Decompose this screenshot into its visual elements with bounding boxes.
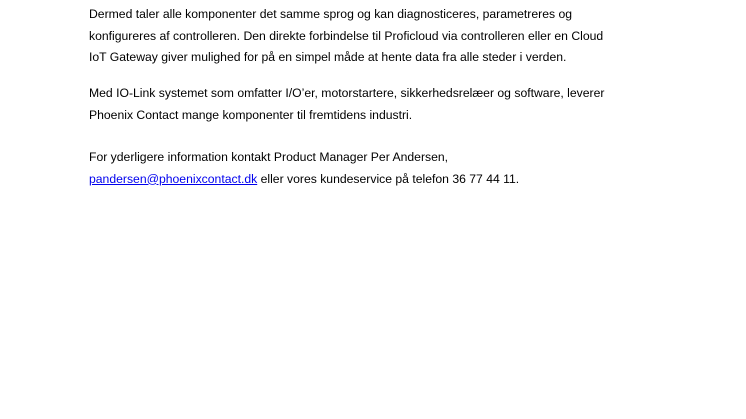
text-line: konfigureres af controlleren. Den direkte forbindelse til Proficloud via controlleren eller en Cloud — [89, 28, 604, 43]
document-body — [89, 4, 649, 190]
text-line: Phoenix Contact mange komponenter til fremtidens industri. — [89, 107, 413, 122]
paragraph-contact — [89, 147, 649, 190]
text-line: Dermed taler alle komponenter det samme sprog og kan diagnosticeres, parametreres og — [89, 7, 573, 21]
paragraph-integration — [89, 4, 649, 69]
paragraph-spacer — [89, 69, 649, 84]
contact-line — [89, 169, 649, 191]
email-link[interactable]: pandersen@phoenixcontact.dk — [89, 171, 258, 186]
contact-line-rest: eller vores kundeservice på telefon 36 77 44 11. — [257, 171, 520, 186]
paragraph-io-link — [89, 83, 649, 126]
paragraph-spacer — [89, 126, 649, 147]
text-line: Med IO-Link systemet som omfatter I/O’er, motorstartere, sikkerhedsrelæer og software, leverer — [89, 86, 605, 100]
text-line: IoT Gateway giver mulighed for på en simpel måde at hente data fra alle steder i verden. — [89, 50, 567, 64]
text-line: For yderligere information kontakt Product Manager Per Andersen, — [89, 150, 449, 164]
